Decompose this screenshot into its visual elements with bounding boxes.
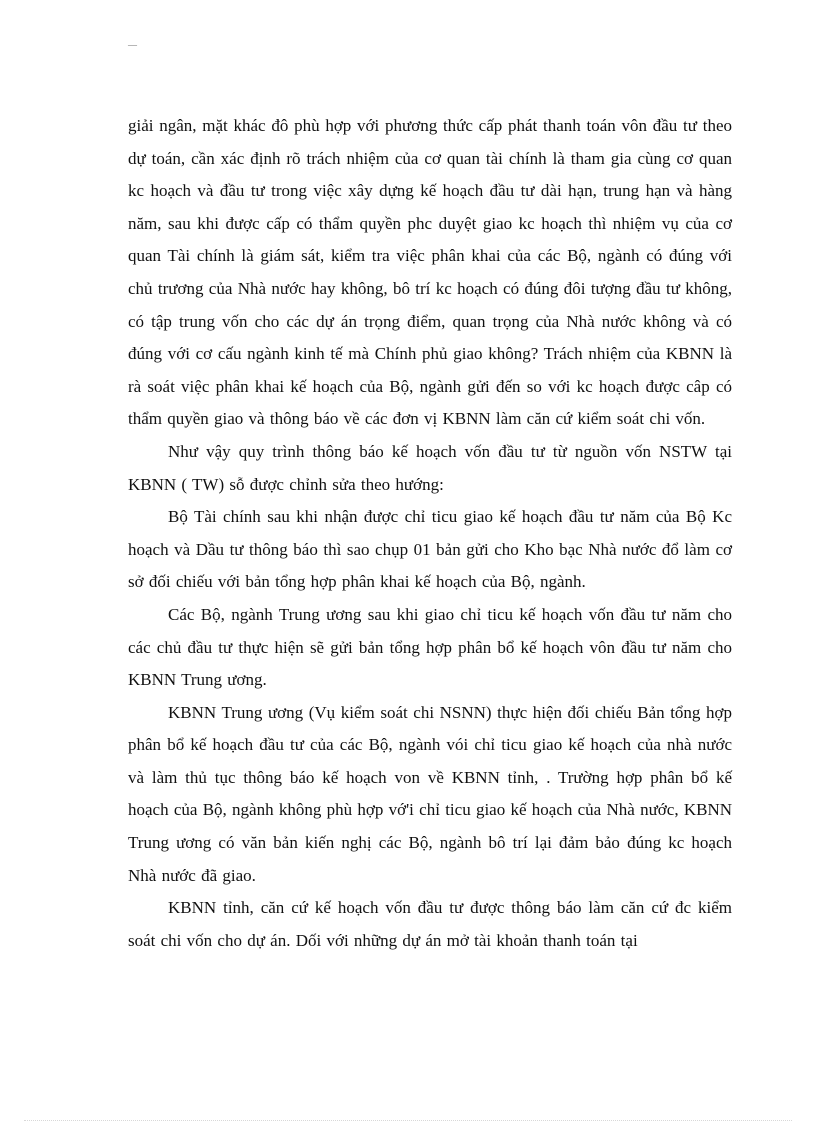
paragraph-6: KBNN tỉnh, căn cứ kế hoạch vốn đầu tư được thông báo làm căn cứ đc kiểm soát chi vốn cho dự án. Dối với những dự án mở tài khoản thanh toán tại — [128, 898, 732, 950]
page-bottom-divider — [24, 1120, 792, 1121]
paragraph-4: Các Bộ, ngành Trung ương sau khi giao chỉ ticu kế hoạch vốn đầu tư năm cho các chủ đầu tư thực hiện sẽ gửi bản tổng hợp phân bổ kế hoạch vôn đầu tư năm cho KBNN Trung ương. — [128, 604, 732, 690]
paragraph-5: KBNN Trung ương (Vụ kiểm soát chi NSNN) thực hiện đối chiếu Bản tổng hợp phân bổ kế hoạch đầu tư của các Bộ, ngành vói chỉ ticu giao kế hoạch của nhà nước và làm thủ tục thông báo kế hoạch von về KBNN tỉnh, . Trường hợp phân bổ kế hoạch của Bộ, ngành không phù hợp vớ'i chỉ ticu giao kế hoạch của Nhà nước, KBNN Trung ương có văn bản kiến nghị các Bộ, ngành bô trí lại đảm bảo đúng kc hoạch Nhà nước đã giao. — [128, 702, 732, 885]
page-header-mark: — — [128, 40, 138, 50]
paragraph-3: Bộ Tài chính sau khi nhận được chỉ ticu giao kế hoạch đầu tư năm của Bộ Kc hoạch và Dầu tư thông báo thì sao chụp 01 bản gửi cho Kho bạc Nhà nước đổ làm cơ sở đối chiếu với bản tổng hợp phân khai kế hoạch của Bộ, ngành. — [128, 507, 732, 592]
document-body — [128, 110, 732, 957]
paragraph-2: Như vậy quy trình thông báo kế hoạch vốn đầu tư từ nguồn vốn NSTW tại KBNN ( TW) sỗ được chỉnh sửa theo hướng: — [128, 441, 732, 494]
paragraph-1: giải ngân, mặt khác đô phù hợp với phương thức cấp phát thanh toán vôn đầu tư theo dự toán, cần xác định rõ trách nhiệm của cơ quan tài chính là tham gia cùng cơ quan kc hoạch và đầu tư trong việc xây dựng kế hoạch đầu tư dài hạn, trung hạn và hàng năm, sau khi được cấp có thẩm quyền phc duyệt giao kc hoạch thì nhiệm vụ của cơ quan Tài chính là giám sát, kiểm tra việc phân khai của các Bộ, ngành có đúng với chủ trương của Nhà nước hay không, bô trí kc hoạch có đúng đôi tượng đầu tư không, có tập trung vốn cho các dự án trọng điểm, quan trọng của Nhà nước không và có đúng với cơ cấu ngành kinh tế mà Chính phủ giao không? Trách nhiệm của KBNN là rà soát việc phân khai kế hoạch của Bộ, ngành gửi đến so với kc hoạch được câp có thẩm quyền giao và thông báo về các đơn vị KBNN làm căn cứ kiểm soát chi vốn. — [128, 116, 732, 429]
